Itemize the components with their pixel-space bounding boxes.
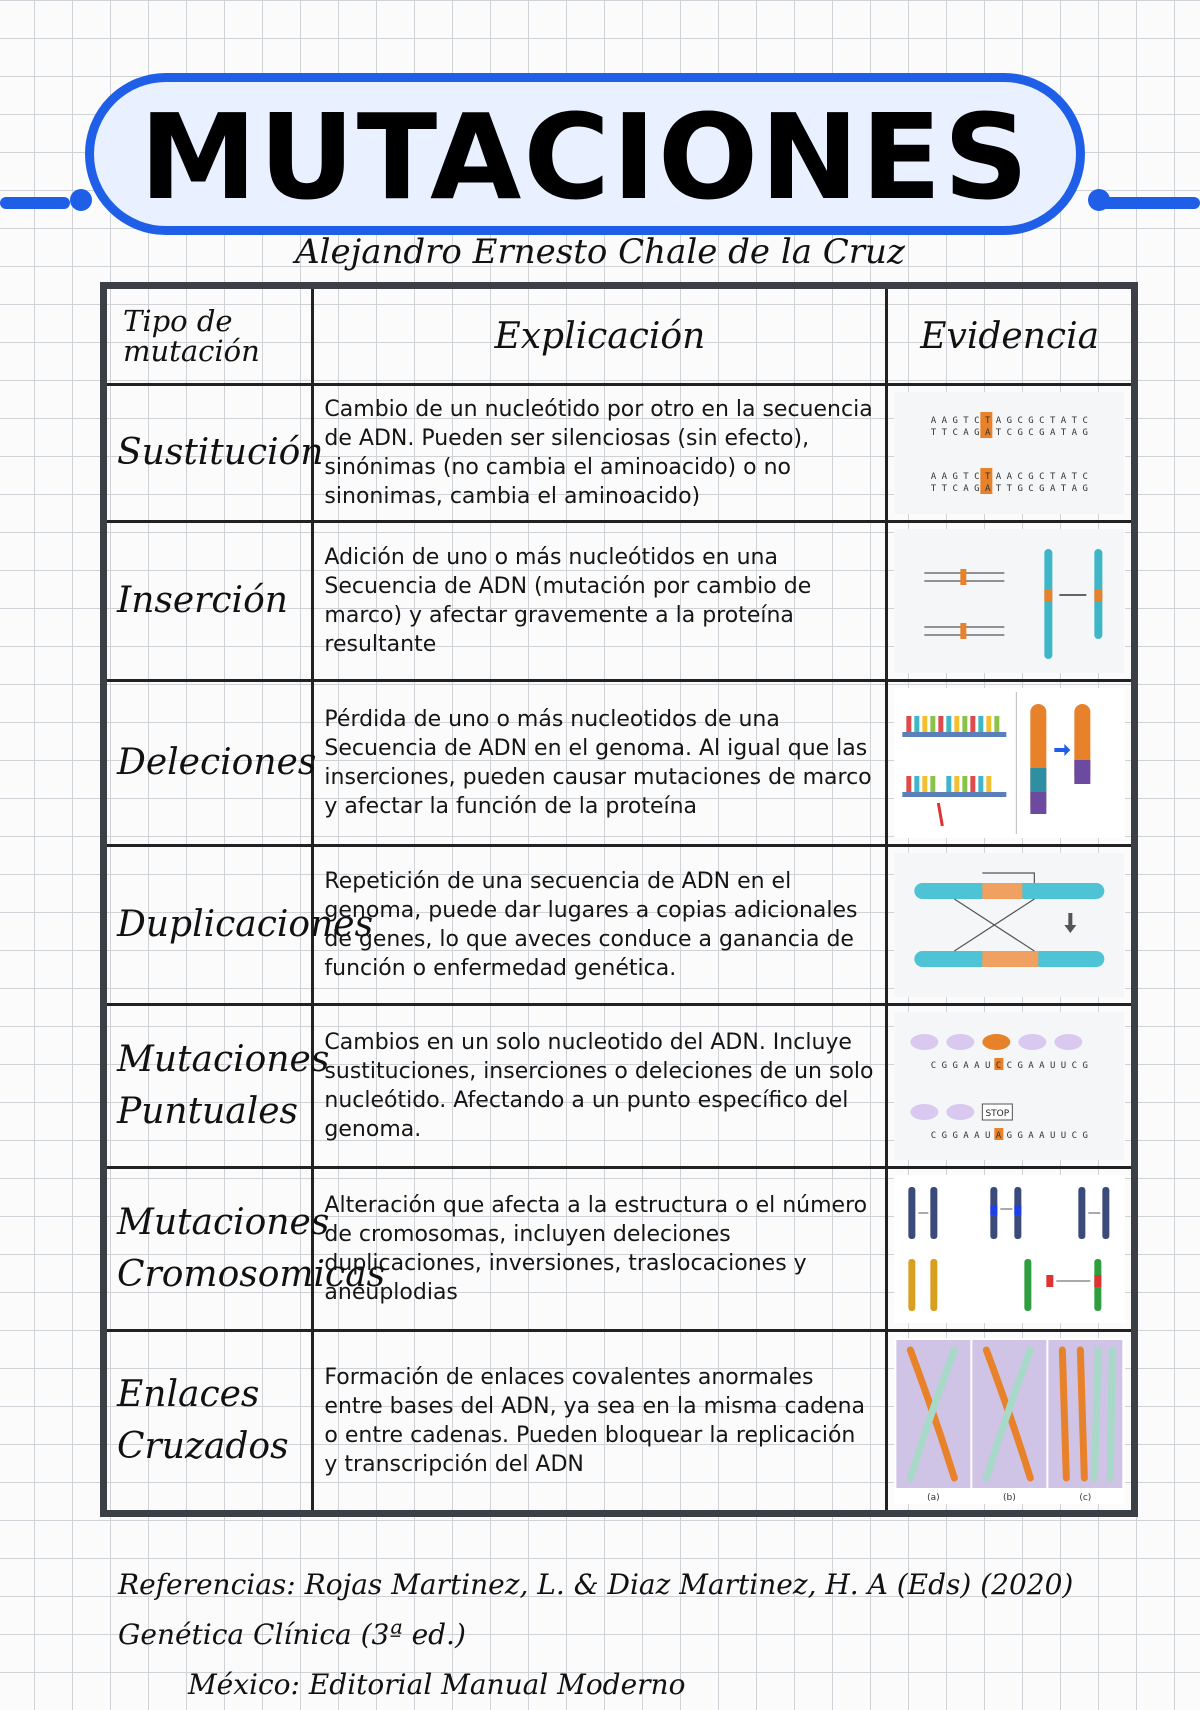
title-decor-line-right [1100, 197, 1200, 209]
title-banner [0, 55, 1200, 230]
table-header-row [104, 286, 1135, 385]
row-type: Enlaces Cruzados [104, 1331, 313, 1514]
row-type: Duplicaciones [104, 846, 313, 1005]
seq-top-1: A A G T C T A G C G C T A T C [931, 416, 1089, 426]
panel-label-b: (b) [1003, 1493, 1017, 1503]
row-type: Sustitución [104, 385, 313, 522]
table-row-duplication [104, 846, 1135, 1005]
mrna-seq-2: C G G A A U A G G A A U U C G [931, 1131, 1089, 1141]
row-type: Mutaciones Cromosomicas [104, 1168, 313, 1331]
header-type: Tipo de mutación [104, 286, 313, 385]
seq-bottom-1: A A G T C T A A C G C T A T C [931, 472, 1089, 482]
row-type: Inserción [104, 522, 313, 681]
row-evidence [887, 1331, 1135, 1514]
author-name: Alejandro Ernesto Chale de la Cruz [295, 232, 905, 272]
row-explanation: Adición de uno o más nucleótidos en una Secuencia de ADN (mutación por cambio de marco) y afectar gravemente a la proteína resultante [313, 522, 887, 681]
table-row-point-mutation [104, 1005, 1135, 1168]
row-explanation: Cambios en un solo nucleotido del ADN. Incluye sustituciones, inserciones o deleciones de un solo nucleótido. Afectando a un punto específico del genoma. [313, 1005, 887, 1168]
row-explanation: Pérdida de uno o más nucleotidos de una Secuencia de ADN en el genoma. Al igual que las inserciones, pueden causar mutaciones de marco y afectar la función de la proteína [313, 681, 887, 846]
row-evidence [887, 681, 1135, 846]
duplication-figure [894, 853, 1125, 997]
header-evidence: Evidencia [887, 286, 1135, 385]
row-evidence [887, 1168, 1135, 1331]
crosslinks-figure [894, 1338, 1125, 1504]
chromosomal-figure [894, 1175, 1125, 1323]
table-row-deletion [104, 681, 1135, 846]
seq-top-2: T T C A G A T C G C G A T A G [931, 428, 1089, 438]
insertion-figure [894, 529, 1125, 673]
row-explanation: Cambio de un nucleótido por otro en la secuencia de ADN. Pueden ser silenciosas (sin efecto), sinónimas (no cambia el aminoacido) o no sinonimas, cambia el aminoacido) [313, 385, 887, 522]
title-decor-line-left [0, 197, 70, 209]
reference-line-1: Referencias: Rojas Martinez, L. & Diaz Martinez, H. A (Eds) (2020) Genética Clínica (3ª ed.) [118, 1568, 1074, 1651]
table-row-substitution [104, 385, 1135, 522]
mrna-seq-1: C G G A A U C C G A A U U C G [931, 1061, 1089, 1071]
row-type: Deleciones [104, 681, 313, 846]
row-evidence [887, 846, 1135, 1005]
point-mutation-figure [894, 1012, 1125, 1160]
header-explanation: Explicación [313, 286, 887, 385]
references [118, 1560, 1188, 1710]
row-evidence [887, 1005, 1135, 1168]
deletion-figure [894, 688, 1125, 838]
seq-bottom-2: T T C A G A T T G C G A T A G [931, 484, 1089, 494]
stop-label: STOP [985, 1109, 1010, 1119]
substitution-figure [894, 392, 1125, 514]
table-row-insertion [104, 522, 1135, 681]
panel-label-a: (a) [927, 1493, 940, 1503]
row-explanation: Repetición de una secuencia de ADN en el genoma, puede dar lugares a copias adicionales de genes, lo que aveces conduce a ganancia de función o enfermedad genética. [313, 846, 887, 1005]
reference-line-2: México: Editorial Manual Moderno [188, 1668, 686, 1701]
row-evidence [887, 522, 1135, 681]
panel-label-c: (c) [1079, 1493, 1092, 1503]
table-row-chromosomal [104, 1168, 1135, 1331]
page-title: MUTACIONES [85, 73, 1085, 235]
title-decor-dot-left [70, 189, 92, 211]
row-explanation: Formación de enlaces covalentes anormales entre bases del ADN, ya sea en la misma cadena o entre cadenas. Pueden bloquear la replicación y transcripción del ADN [313, 1331, 887, 1514]
row-type: Mutaciones Puntuales [104, 1005, 313, 1168]
table-row-crosslinks [104, 1331, 1135, 1514]
mutations-table [100, 282, 1138, 1517]
row-explanation: Alteración que afecta a la estructura o el número de cromosomas, incluyen deleciones duplicaciones, inversiones, traslocaciones y aneuplodias [313, 1168, 887, 1331]
row-evidence [887, 385, 1135, 522]
